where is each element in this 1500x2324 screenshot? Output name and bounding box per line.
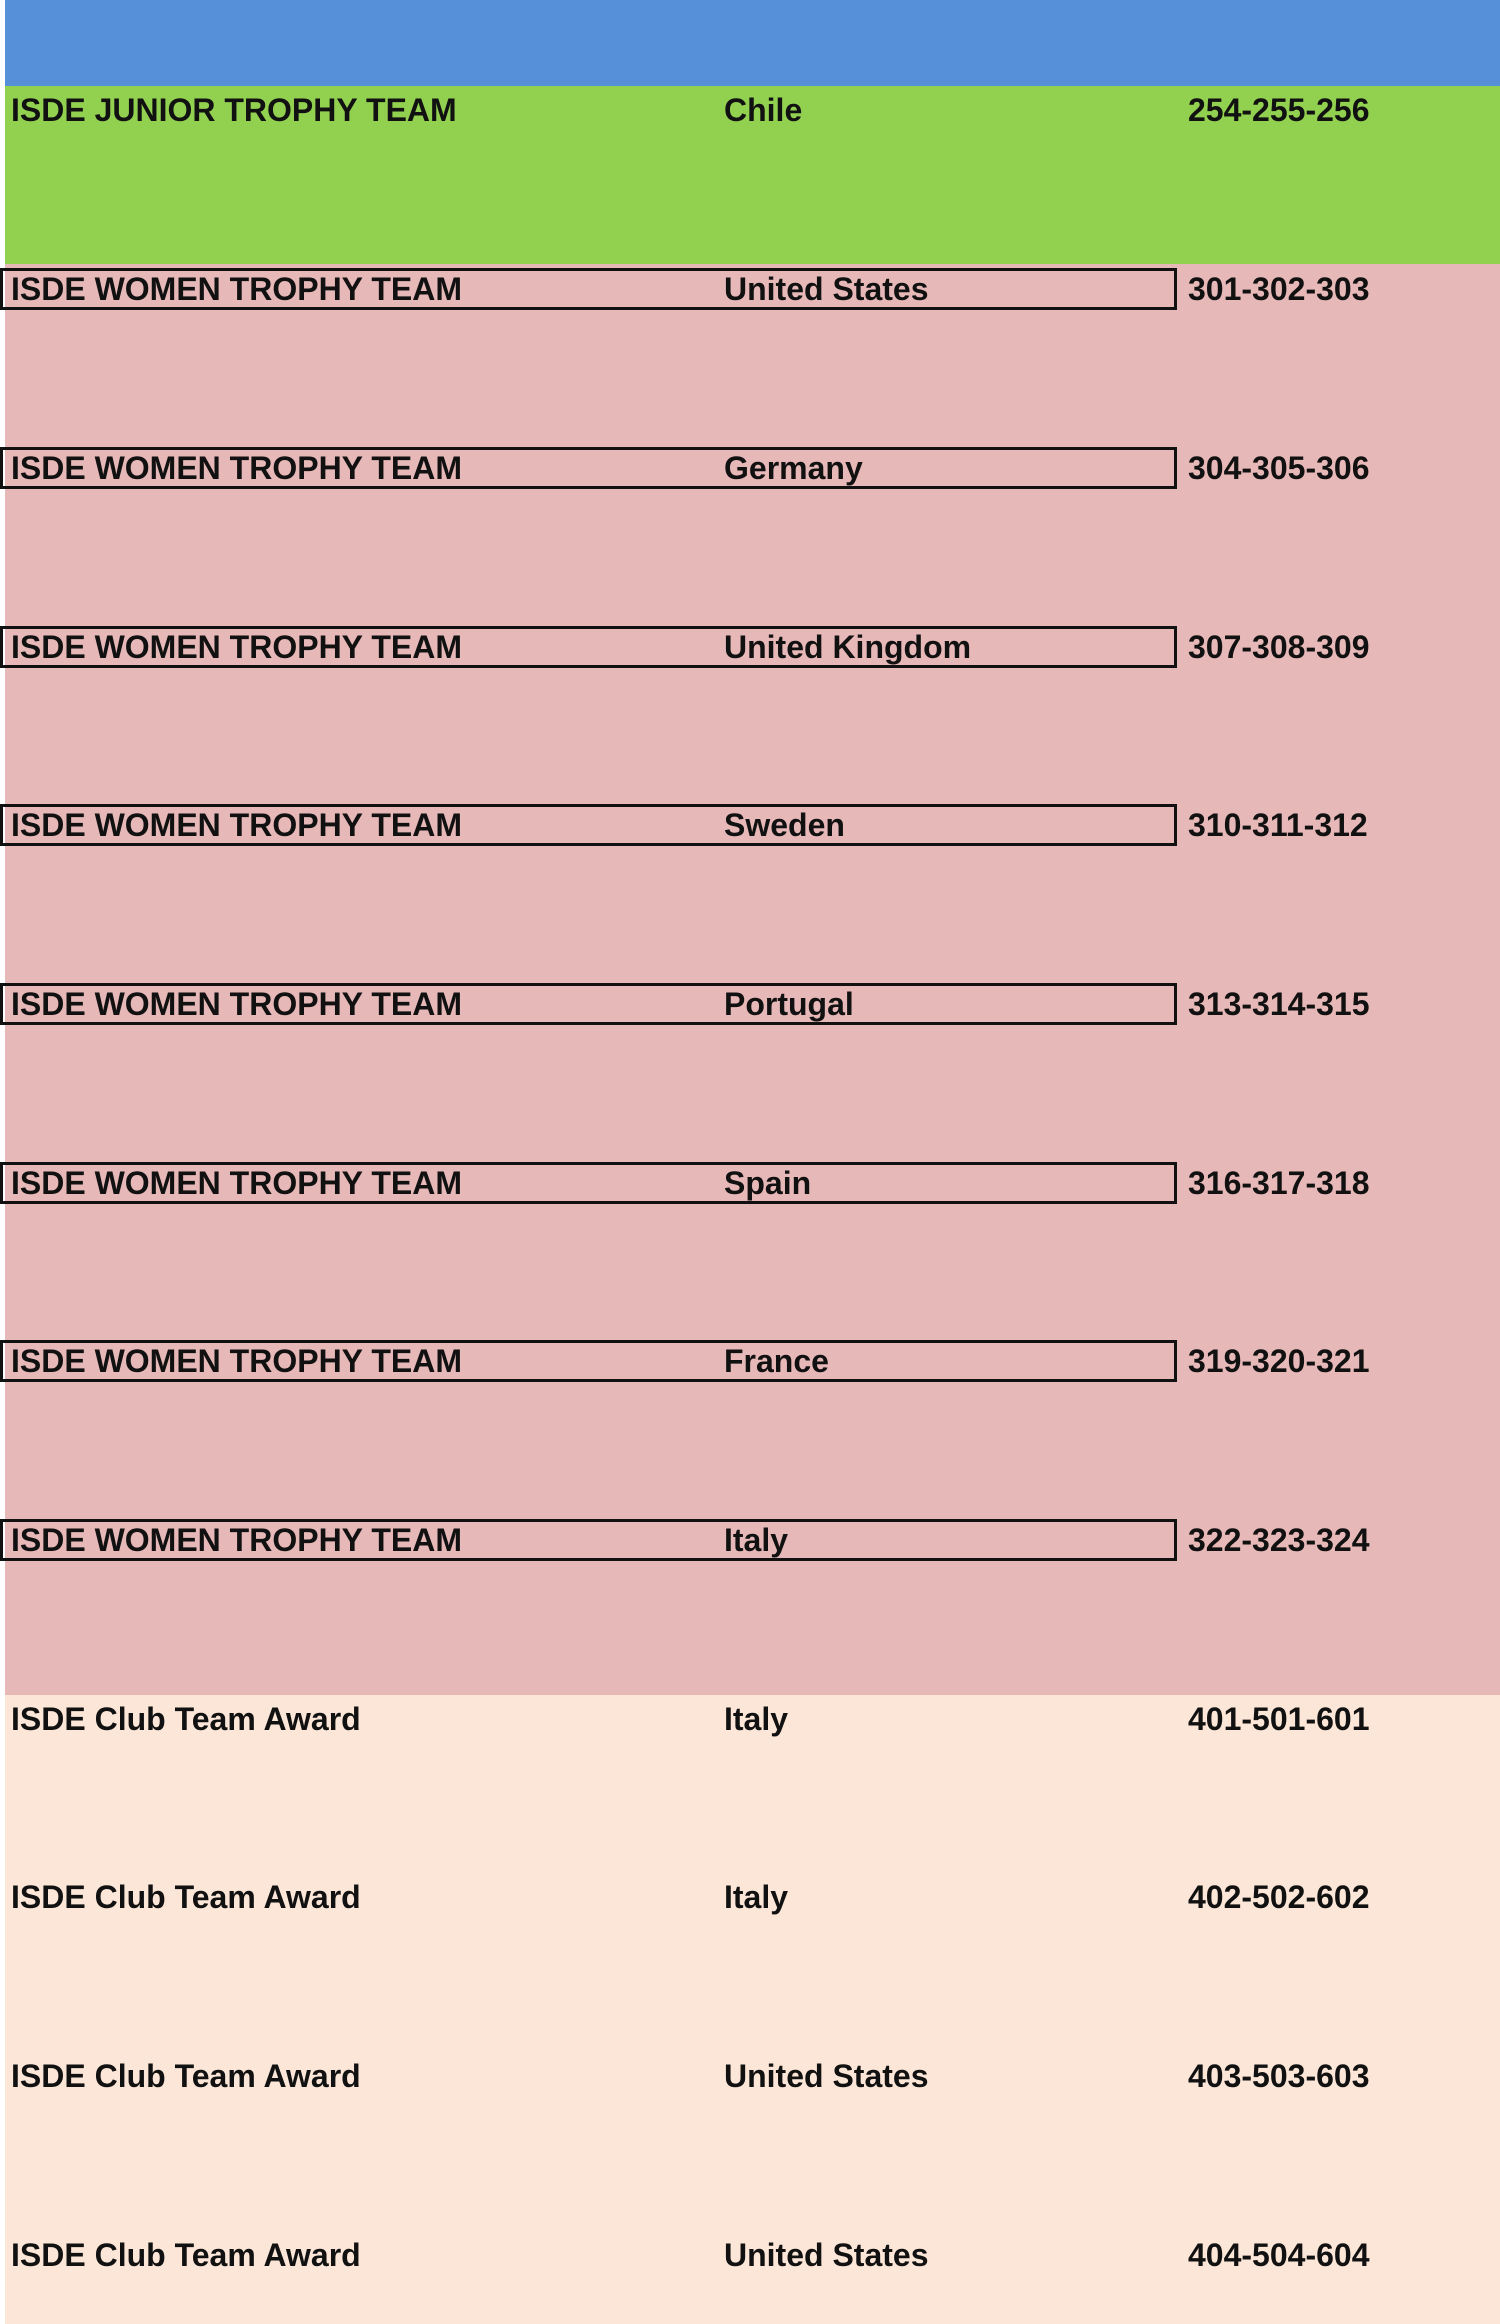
team-name-cell[interactable]: ISDE WOMEN TROPHY TEAM	[11, 1343, 462, 1379]
rider-numbers-cell[interactable]: 319-320-321	[1188, 1343, 1370, 1379]
nation-cell[interactable]: Spain	[724, 1165, 812, 1201]
table-row[interactable]	[0, 1696, 1500, 1742]
table-row[interactable]	[0, 1160, 1500, 1206]
team-name-cell[interactable]: ISDE WOMEN TROPHY TEAM	[11, 450, 462, 486]
team-name-cell[interactable]: ISDE WOMEN TROPHY TEAM	[11, 986, 462, 1022]
table-row[interactable]	[0, 1338, 1500, 1384]
rider-numbers-cell[interactable]: 402-502-602	[1188, 1879, 1370, 1915]
team-name-cell[interactable]: ISDE WOMEN TROPHY TEAM	[11, 1165, 462, 1201]
header-band	[5, 0, 1500, 86]
rider-numbers-cell[interactable]: 304-305-306	[1188, 450, 1370, 486]
rider-numbers-cell[interactable]: 301-302-303	[1188, 271, 1370, 307]
rider-numbers-cell[interactable]: 254-255-256	[1188, 92, 1370, 128]
rider-numbers-cell[interactable]: 307-308-309	[1188, 629, 1370, 665]
table-row[interactable]	[0, 2232, 1500, 2278]
table-row[interactable]	[0, 624, 1500, 670]
rider-numbers-cell[interactable]: 404-504-604	[1188, 2237, 1370, 2273]
nation-cell[interactable]: France	[724, 1343, 829, 1379]
team-name-cell[interactable]: ISDE Club Team Award	[11, 2058, 361, 2094]
nation-cell[interactable]: Italy	[724, 1522, 789, 1558]
nation-cell[interactable]: Sweden	[724, 807, 845, 843]
nation-cell[interactable]: United States	[724, 271, 929, 307]
table-row[interactable]	[0, 981, 1500, 1027]
rider-numbers-cell[interactable]: 316-317-318	[1188, 1165, 1370, 1201]
nation-cell[interactable]: United States	[724, 2058, 929, 2094]
team-name-cell[interactable]: ISDE WOMEN TROPHY TEAM	[11, 807, 462, 843]
team-name-cell[interactable]: ISDE WOMEN TROPHY TEAM	[11, 629, 462, 665]
club-team-section	[5, 1695, 1500, 2324]
rider-numbers-cell[interactable]: 403-503-603	[1188, 2058, 1370, 2094]
rider-numbers-cell[interactable]: 322-323-324	[1188, 1522, 1370, 1558]
nation-cell[interactable]: United States	[724, 2237, 929, 2273]
rider-numbers-cell[interactable]: 401-501-601	[1188, 1701, 1370, 1737]
nation-cell[interactable]: Italy	[724, 1879, 789, 1915]
team-name-cell[interactable]: ISDE WOMEN TROPHY TEAM	[11, 1522, 462, 1558]
rider-numbers-cell[interactable]: 313-314-315	[1188, 986, 1370, 1022]
table-row[interactable]	[0, 2053, 1500, 2099]
nation-cell[interactable]: Italy	[724, 1701, 789, 1737]
table-row[interactable]	[0, 445, 1500, 491]
team-name-cell[interactable]: ISDE Club Team Award	[11, 1701, 361, 1737]
table-row[interactable]	[0, 802, 1500, 848]
rider-numbers-cell[interactable]: 310-311-312	[1188, 807, 1368, 843]
team-name-cell[interactable]: ISDE Club Team Award	[11, 2237, 361, 2273]
nation-cell[interactable]: United Kingdom	[724, 629, 972, 665]
nation-cell[interactable]: Portugal	[724, 986, 854, 1022]
table-row[interactable]	[0, 87, 1500, 133]
table-row[interactable]	[0, 1517, 1500, 1563]
team-name-cell[interactable]: ISDE Club Team Award	[11, 1879, 361, 1915]
nation-cell[interactable]: Germany	[724, 450, 863, 486]
team-name-cell[interactable]: ISDE JUNIOR TROPHY TEAM	[11, 92, 457, 128]
nation-cell[interactable]: Chile	[724, 92, 803, 128]
team-name-cell[interactable]: ISDE WOMEN TROPHY TEAM	[11, 271, 462, 307]
table-row[interactable]	[0, 1874, 1500, 1920]
table-row[interactable]	[0, 266, 1500, 312]
